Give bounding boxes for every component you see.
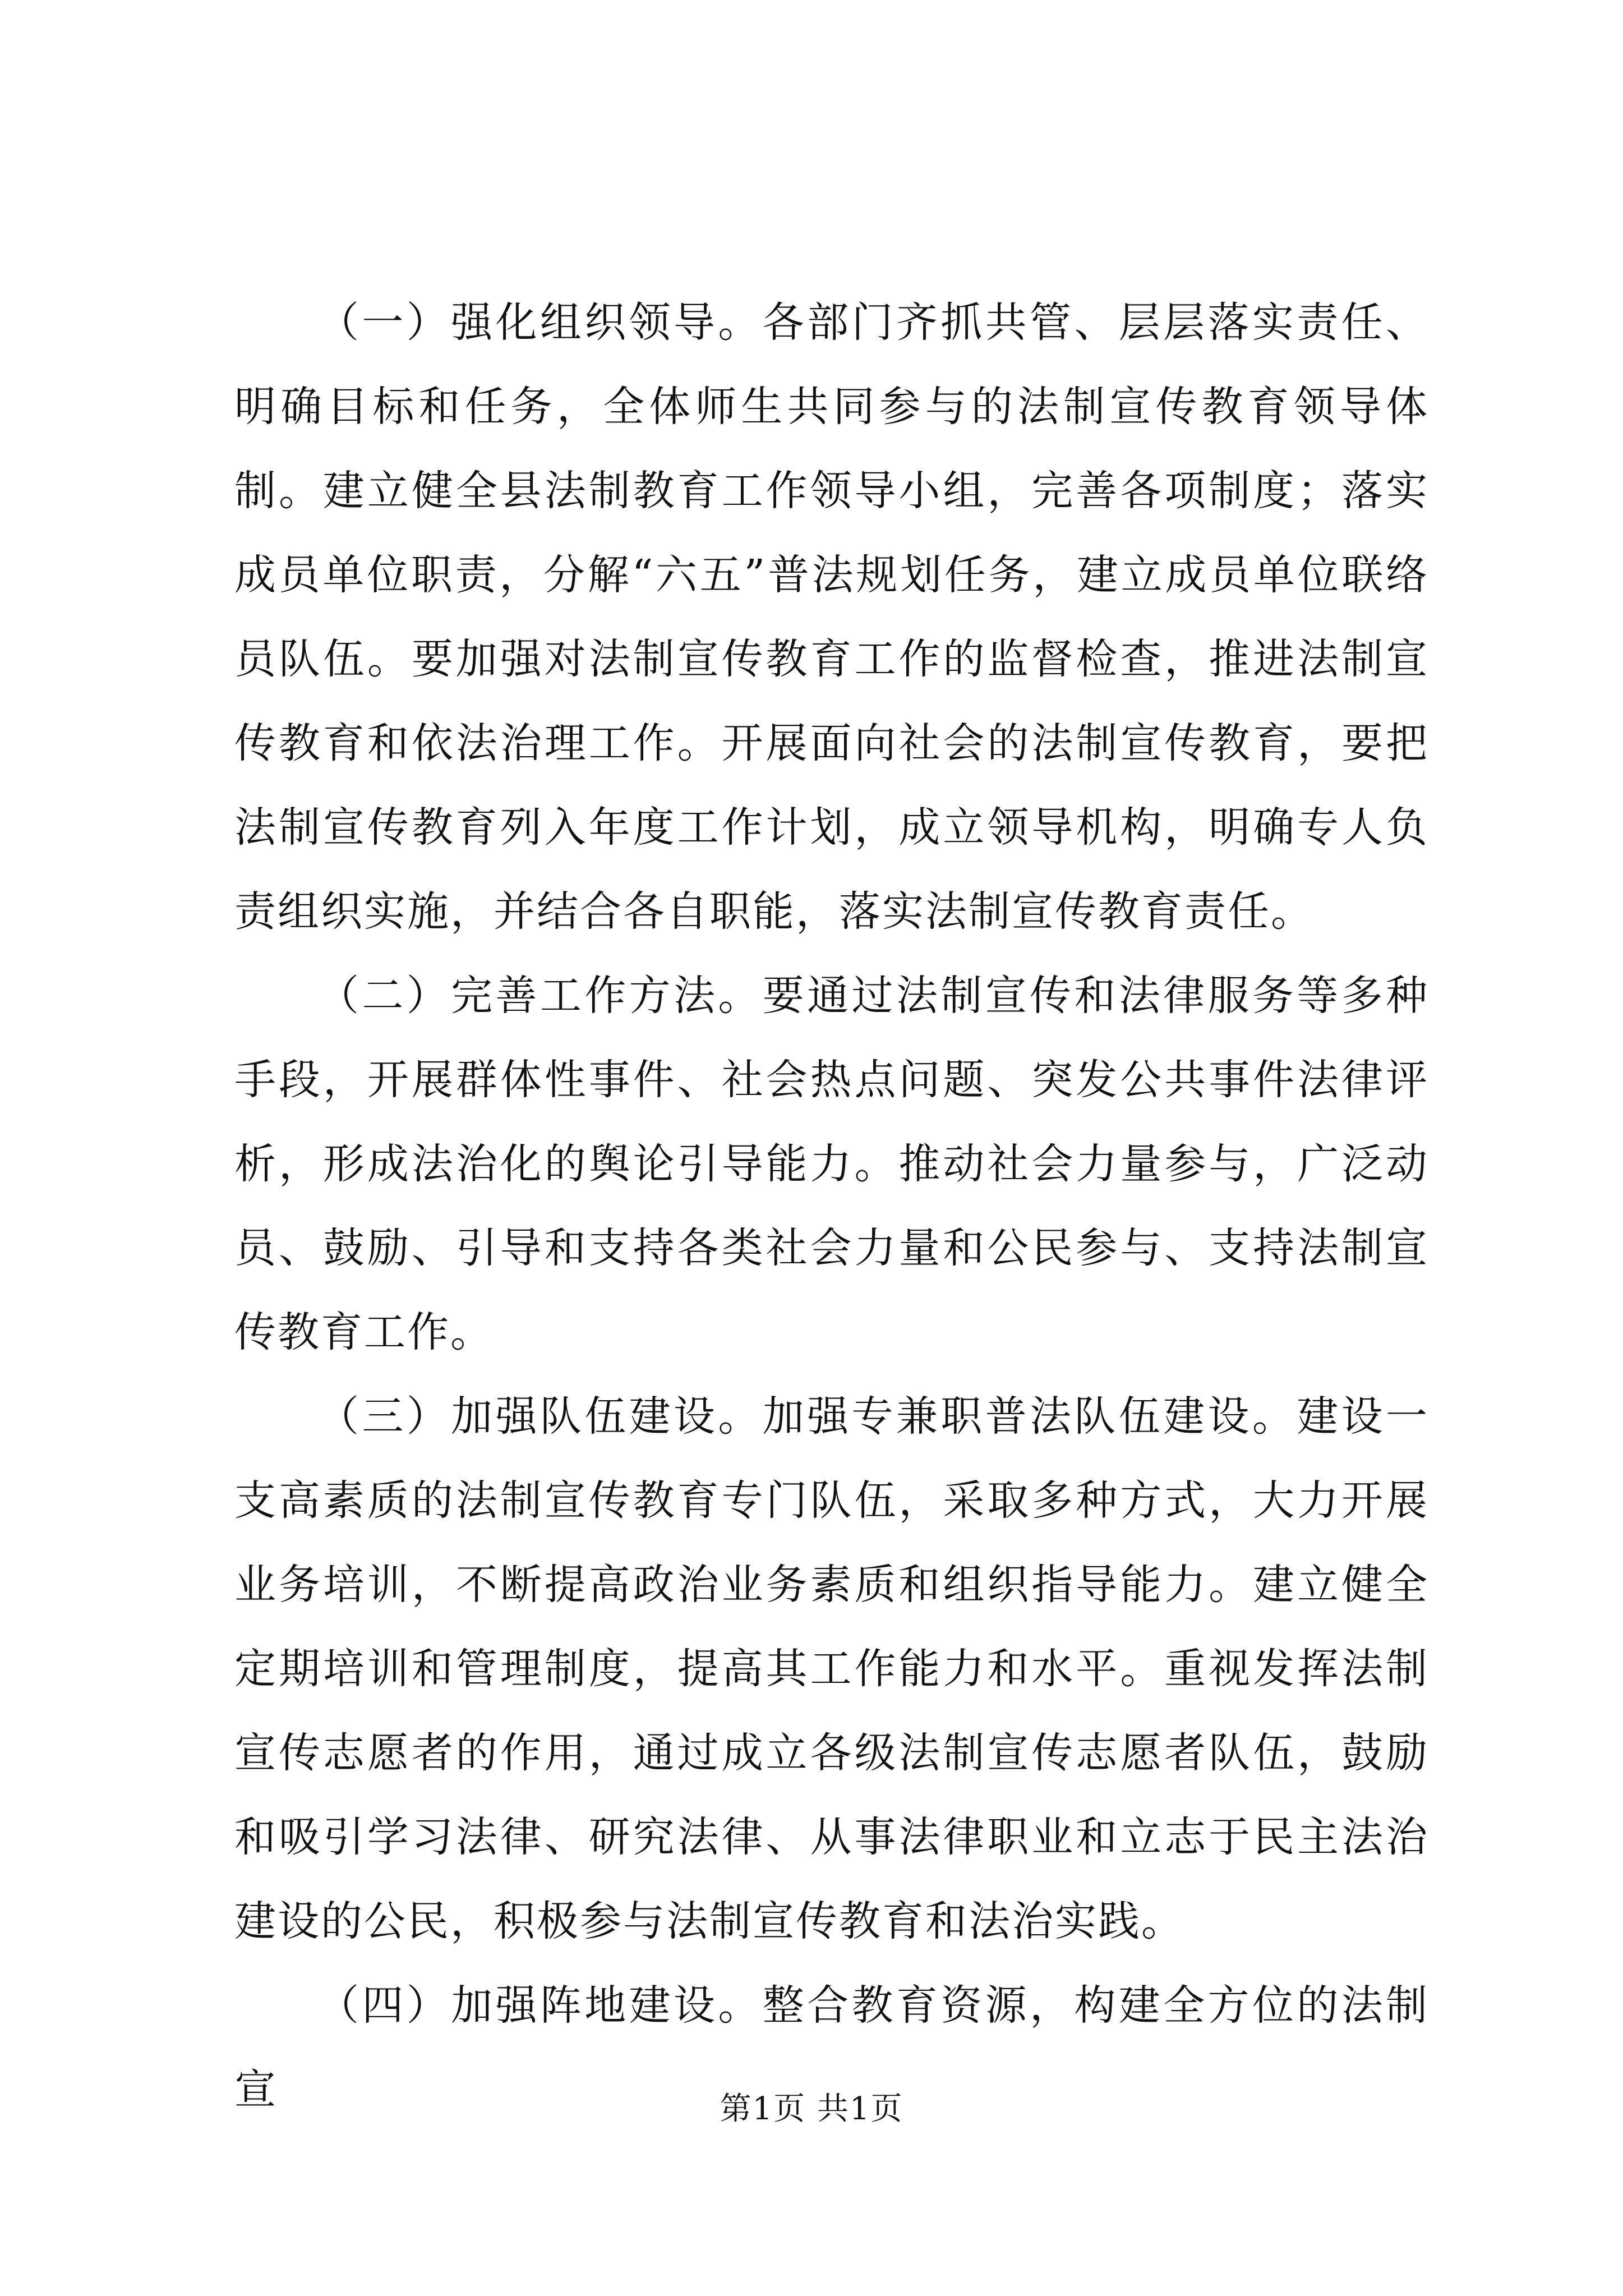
paragraph-work-methods: （二）完善工作方法。要通过法制宣传和法律服务等多种手段，开展群体性事件、社会热点问题、突发公共事件法律评析，形成法治化的舆论引导能力。推动社会力量参与，广泛动员、鼓励、引导和支持各类社会力量和公民参与、支持法制宣传教育工作。 [234, 972, 1429, 1356]
paragraph-organization-leadership: （一）强化组织领导。各部门齐抓共管、层层落实责任、明确目标和任务，全体师生共同参与的法制宣传教育领导体制。建立健全县法制教育工作领导小组，完善各项制度；落实成员单位职责，分解“六五”普法规划任务，建立成员单位联络员队伍。要加强对法制宣传教育工作的监督检查，推进法制宣传教育和依法治理工作。开展面向社会的法制宣传教育，要把法制宣传教育列入年度工作计划，成立领导机构，明确专人负责组织实施，并结合各自职能，落实法制宣传教育责任。 [234, 298, 1429, 936]
paragraph-position-building: （四）加强阵地建设。整合教育资源，构建全方位的法制宣 [234, 1981, 1429, 2114]
page-number-footer: 第1页 共1页 [720, 2091, 903, 2127]
paragraph-team-building: （三）加强队伍建设。加强专兼职普法队伍建设。建设一支高素质的法制宣传教育专门队伍，采取多种方式，大力开展业务培训，不断提高政治业务素质和组织指导能力。建立健全定期培训和管理制度，提高其工作能力和水平。重视发挥法制宣传志愿者的作用，通过成立各级法制宣传志愿者队伍，鼓励和吸引学习法律、研究法律、从事法律职业和立志于民主法治建设的公民，积极参与法制宣传教育和法治实践。 [234, 1392, 1429, 1945]
document-body [234, 280, 1429, 2132]
